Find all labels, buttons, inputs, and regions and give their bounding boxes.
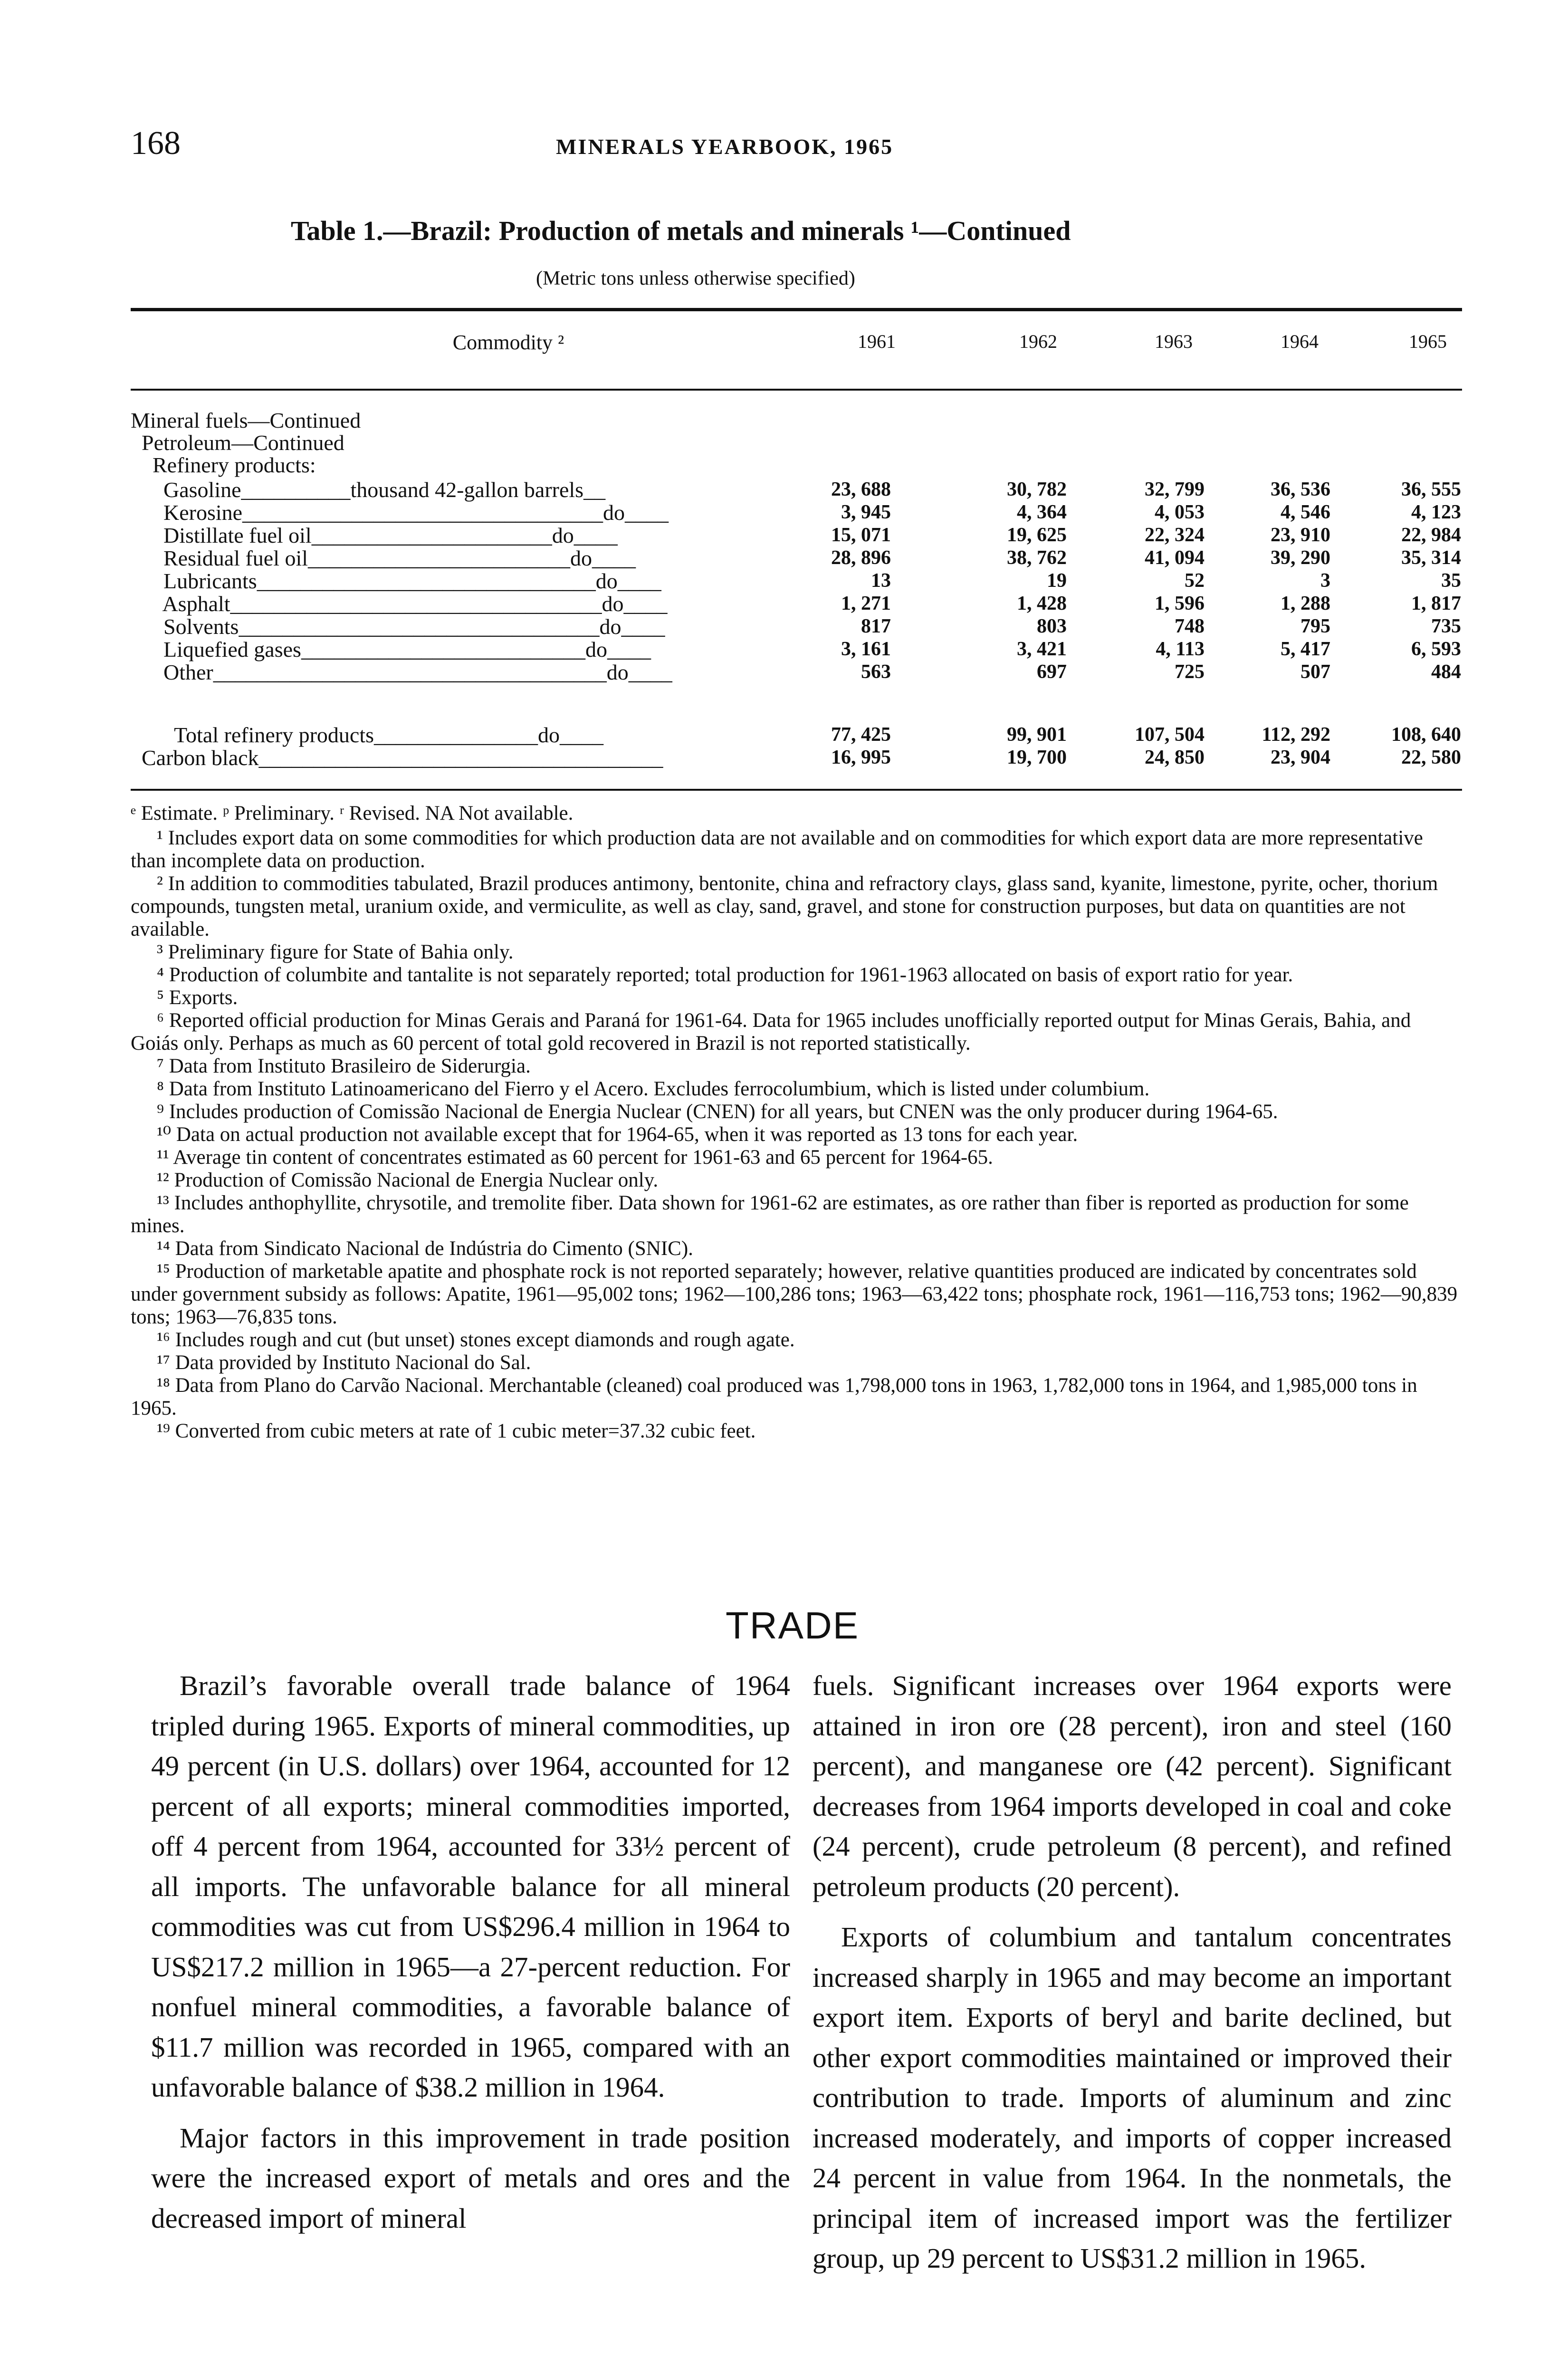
table-cell: 22, 324 — [1145, 524, 1205, 546]
table-row-label: Carbon black_____________________________________ — [131, 746, 663, 770]
table-row-label: Gasoline__________thousand 42-gallon barrels__ — [131, 478, 606, 502]
table-row-label: Refinery products: — [131, 453, 316, 477]
table-cell: 735 — [1431, 615, 1461, 637]
table-cell: 19, 625 — [1007, 524, 1067, 546]
table-cell: 507 — [1300, 661, 1330, 683]
footnote: ⁸ Data from Instituto Latinoamericano del Fierro y el Acero. Excludes ferrocolumbium, which is listed under columbium. — [157, 1078, 1150, 1100]
column-header-year: 1963 — [1155, 331, 1193, 352]
footnote: ² In addition to commodities tabulated, Brazil produces antimony, bentonite, china and refractory clays, glass sand, kyanite, limestone, pyrite, ocher, thorium compounds, tungsten metal, uranium oxide, and vermiculite, as well as clay, sand, gravel, and stone for construction purposes, but data on quantities are not available. — [131, 872, 1438, 940]
table-cell: 1, 428 — [1017, 593, 1067, 614]
table-cell: 725 — [1175, 661, 1205, 683]
footnote: ¹ Includes export data on some commodities for which production data are not available and on commodities for which export data are more representative than incomplete data on production. — [131, 827, 1423, 872]
footnote: ¹¹ Average tin content of concentrates estimated as 60 percent for 1961-63 and 65 percent for 1964-65. — [157, 1146, 993, 1169]
table-cell: 4, 113 — [1156, 638, 1205, 660]
table-row-label: Mineral fuels—Continued — [131, 408, 361, 432]
table-cell: 15, 071 — [831, 524, 891, 546]
footnote: ⁷ Data from Instituto Brasileiro de Siderurgia. — [157, 1055, 531, 1077]
table-cell: 112, 292 — [1262, 724, 1330, 746]
footnote: ¹⁰ Data on actual production not available except that for 1964-65, when it was reported as 13 tons for each year. — [157, 1123, 1078, 1146]
table-cell: 3, 945 — [841, 501, 891, 523]
table-cell: 32, 799 — [1145, 479, 1205, 500]
table-cell: 23, 904 — [1271, 747, 1330, 768]
table-cell: 803 — [1037, 615, 1067, 637]
paragraph: Brazil’s favorable overall trade balance of 1964 tripled during 1965. Exports of mineral commodities, up 49 percent (in U.S. dollars) over 1964, accounted for 12 percent of all exports; mineral commodities imported, off 4 percent from 1964, accounted for 33½ percent of all imports. The unfavorable balance for all mineral commodities was cut from US$296.4 million in 1964 to US$217.2 million in 1965—a 27-percent reduction. For nonfuel mineral commodities, a favorable balance of $11.7 million was recorded in 1965, compared with an unfavorable balance of $38.2 million in 1964. — [151, 1670, 790, 2103]
footnote: ¹⁶ Includes rough and cut (but unset) stones except diamonds and rough agate. — [157, 1329, 795, 1351]
footnote: ᵉ Estimate. ᵖ Preliminary. ʳ Revised. NA Not available. — [131, 802, 574, 824]
table-cell: 108, 640 — [1391, 724, 1461, 746]
table-cell: 99, 901 — [1007, 724, 1067, 746]
column-header-year: 1962 — [1019, 331, 1057, 352]
table-cell: 1, 271 — [841, 593, 891, 614]
table-cell: 23, 688 — [831, 479, 891, 500]
table-row-label: Residual fuel oil________________________do____ — [131, 546, 636, 570]
table-cell: 484 — [1431, 661, 1461, 683]
text-column-left — [151, 1666, 790, 2238]
table-cell: 13 — [871, 570, 891, 592]
table-cell: 4, 123 — [1411, 501, 1461, 523]
footnote: ⁵ Exports. — [157, 987, 238, 1009]
footnote: ¹² Production of Comissão Nacional de Energia Nuclear only. — [157, 1169, 659, 1191]
footnote: ¹⁴ Data from Sindicato Nacional de Indústria do Cimento (SNIC). — [157, 1237, 693, 1260]
table-row-label: Lubricants_______________________________do____ — [131, 569, 661, 593]
table-cell: 3, 421 — [1017, 638, 1067, 660]
footnote: ⁴ Production of columbite and tantalite is not separately reported; total production for 1961-1963 allocated on basis of export ratio for year. — [157, 964, 1293, 986]
table-row-label: Distillate fuel oil______________________do____ — [131, 523, 618, 547]
table-cell: 39, 290 — [1271, 547, 1330, 569]
column-header-year: 1965 — [1409, 331, 1447, 352]
table-subcaption: (Metric tons unless otherwise specified) — [536, 268, 855, 289]
table-cell: 22, 984 — [1401, 524, 1461, 546]
table-cell: 1, 596 — [1155, 593, 1205, 614]
table-cell: 19 — [1047, 570, 1067, 592]
table-cell: 19, 700 — [1007, 747, 1067, 768]
column-header-commodity: Commodity ² — [452, 331, 564, 354]
table-cell: 28, 896 — [831, 547, 891, 569]
footnote: ¹⁸ Data from Plano do Carvão Nacional. Merchantable (cleaned) coal produced was 1,798,000 tons in 1963, 1,782,000 tons in 1964, and 1,985,000 tons in 1965. — [131, 1374, 1417, 1419]
footnote: ³ Preliminary figure for State of Bahia only. — [157, 941, 514, 963]
table-cell: 24, 850 — [1145, 747, 1205, 768]
table-cell: 36, 536 — [1271, 479, 1330, 500]
table-cell: 1, 288 — [1281, 593, 1330, 614]
table-cell: 30, 782 — [1007, 479, 1067, 500]
footnote: ⁶ Reported official production for Minas Gerais and Paraná for 1961-64. Data for 1965 includes unofficially reported output for Minas Gerais, Bahia, and Goiás only. Perhaps as much as 60 percent of total gold recovered in Brazil is not reported statistically. — [131, 1009, 1411, 1054]
footnote: ⁹ Includes production of Comissão Nacional de Energia Nuclear (CNEN) for all years, but CNEN was the only producer during 1964-65. — [157, 1101, 1278, 1123]
table-top-rule — [131, 308, 1462, 311]
table-cell: 4, 364 — [1017, 501, 1067, 523]
table-cell: 4, 546 — [1281, 501, 1330, 523]
table-cell: 41, 094 — [1145, 547, 1205, 569]
section-heading: TRADE — [726, 1604, 860, 1647]
footnote: ¹⁹ Converted from cubic meters at rate of 1 cubic meter=37.32 cubic feet. — [157, 1420, 756, 1442]
table-bottom-rule — [131, 789, 1462, 791]
column-header-year: 1964 — [1281, 331, 1319, 352]
footnote: ¹⁷ Data provided by Instituto Nacional do Sal. — [157, 1351, 531, 1374]
table-row-label: Petroleum—Continued — [131, 431, 344, 455]
table-cell: 3, 161 — [841, 638, 891, 660]
footnotes — [131, 802, 1462, 1443]
table-row-label: Solvents_________________________________do____ — [131, 614, 665, 639]
paragraph: Major factors in this improvement in trade position were the increased export of metals and ores and the decreased import of mineral — [151, 2122, 790, 2234]
table-cell: 3 — [1320, 570, 1330, 592]
table-cell: 697 — [1037, 661, 1067, 683]
table-cell: 795 — [1300, 615, 1330, 637]
footnote: ¹⁵ Production of marketable apatite and phosphate rock is not reported separately; however, relative quantities produced are indicated by concentrates sold under government subsidy as follows: Apatite, 1961—95,002 tons; 1962—100,286 tons; 1963—63,422 tons; phosphate rock, 1961—116,753 tons; 1962—90,839 tons; 1963—76,835 tons. — [131, 1260, 1458, 1328]
table-cell: 35 — [1441, 570, 1461, 592]
column-header-year: 1961 — [858, 331, 896, 352]
table-caption: Table 1.—Brazil: Production of metals and minerals ¹—Continued — [291, 215, 1071, 246]
table-row-label: Asphalt__________________________________do____ — [131, 592, 668, 616]
table-cell: 748 — [1175, 615, 1205, 637]
table-row-label: Liquefied gases__________________________do____ — [131, 637, 651, 661]
table-cell: 77, 425 — [831, 724, 891, 746]
table-cell: 52 — [1185, 570, 1205, 592]
running-title: MINERALS YEARBOOK, 1965 — [556, 134, 894, 159]
footnote: ¹³ Includes anthophyllite, chrysotile, and tremolite fiber. Data shown for 1961-62 are estimates, as ore rather than fiber is reported as production for some mines. — [131, 1192, 1409, 1237]
table-cell: 817 — [861, 615, 891, 637]
table-cell: 22, 580 — [1401, 747, 1461, 768]
table-cell: 35, 314 — [1401, 547, 1461, 569]
paragraph: fuels. Significant increases over 1964 exports were attained in iron ore (28 percent), iron and steel (160 percent), and manganese ore (42 percent). Significant decreases from 1964 imports developed in coal and coke (24 percent), crude petroleum (8 percent), and refined petroleum products (20 percent). — [813, 1670, 1452, 1902]
page-number: 168 — [131, 125, 181, 162]
table-row-label: Other____________________________________do____ — [131, 660, 672, 684]
table-cell: 4, 053 — [1155, 501, 1205, 523]
table-row-label: Total refinery products_______________do____ — [131, 723, 604, 747]
paragraph: Exports of columbium and tantalum concentrates increased sharply in 1965 and may become an important export item. Exports of beryl and barite declined, but other export commodities maintained or improved their contribution to trade. Imports of aluminum and zinc increased moderately, and imports of copper increased 24 percent in value from 1964. In the nonmetals, the principal item of increased import was the fertilizer group, up 29 percent to US$31.2 million in 1965. — [813, 1921, 1452, 2274]
table-cell: 23, 910 — [1271, 524, 1330, 546]
table-cell: 36, 555 — [1401, 479, 1461, 500]
table-cell: 1, 817 — [1411, 593, 1461, 614]
table-cell: 38, 762 — [1007, 547, 1067, 569]
table-cell: 16, 995 — [831, 747, 891, 768]
table-cell: 107, 504 — [1135, 724, 1205, 746]
table-row-label: Kerosine_________________________________do____ — [131, 500, 669, 525]
table-cell: 563 — [861, 661, 891, 683]
table-cell: 6, 593 — [1411, 638, 1461, 660]
table-cell: 5, 417 — [1281, 638, 1330, 660]
text-column-right — [813, 1666, 1452, 2279]
table-header-rule — [131, 389, 1462, 391]
